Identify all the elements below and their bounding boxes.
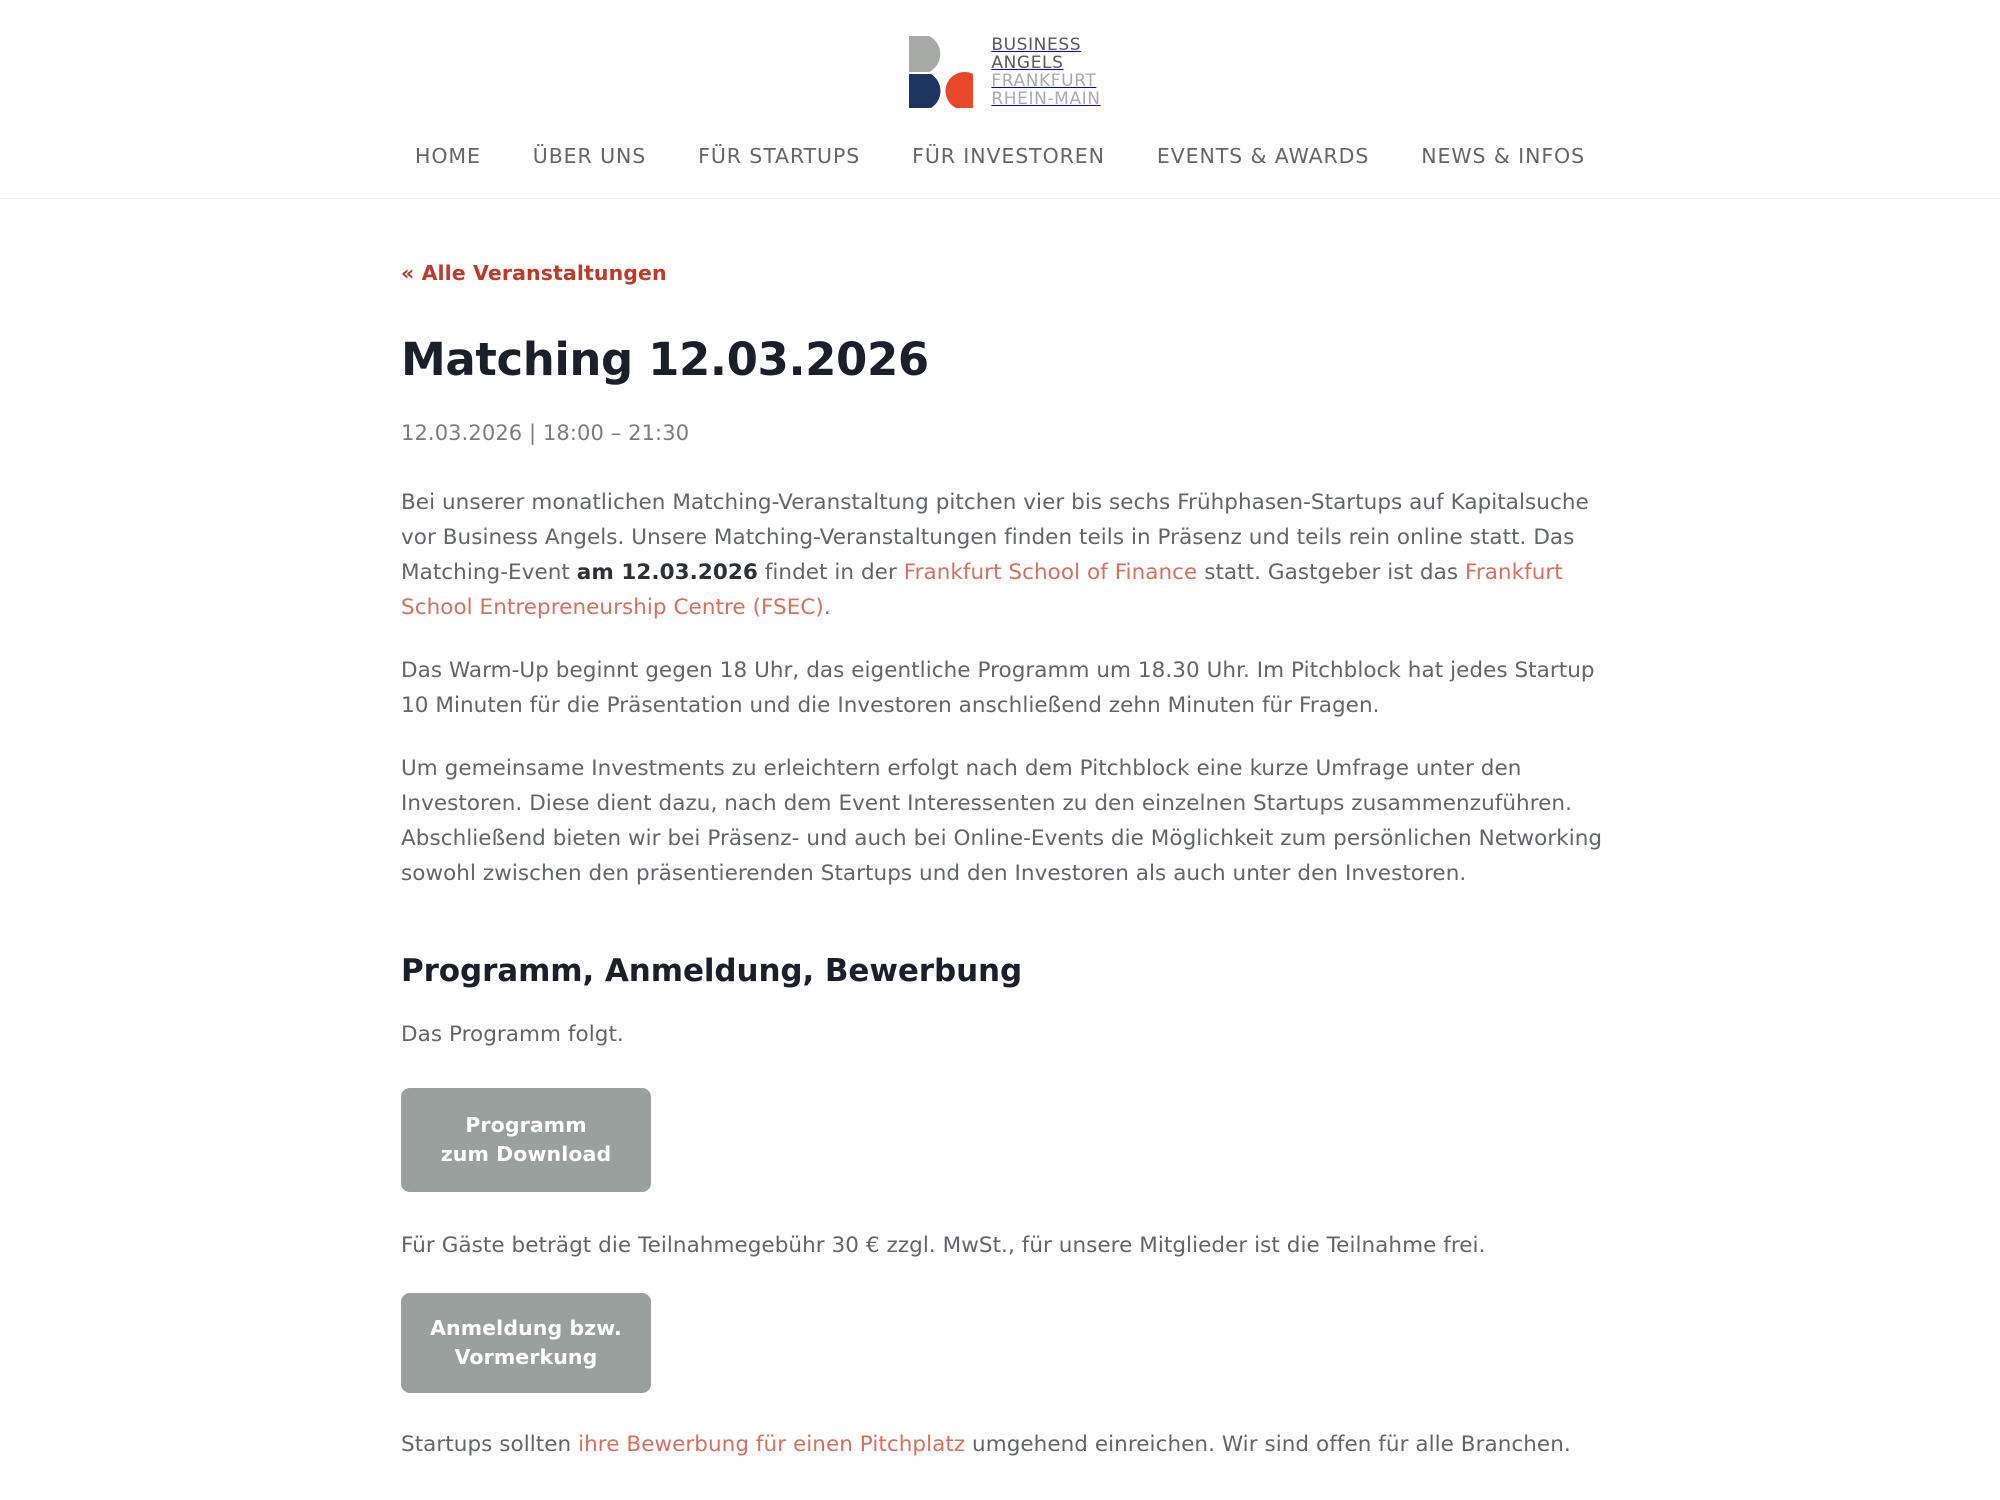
nav-item-ueber-uns[interactable]: ÜBER UNS [532,144,647,168]
program-download-line-1: Programm [465,1112,587,1137]
logo-line-frankfurt: FRANKFURT [991,71,1097,91]
registration-button[interactable] [401,1293,651,1393]
intro-bold-date: am 12.03.2026 [576,559,758,585]
main-navigation [0,118,2000,198]
intro-paragraph [401,485,1623,625]
event-datetime: 12.03.2026 | 18:00 – 21:30 [401,420,690,445]
registration-line-1: Anmeldung bzw. [430,1315,622,1340]
event-article [377,199,1623,1462]
application-text-part-1: Startups sollten [401,1431,579,1457]
program-note: Das Programm folgt. [401,1021,624,1047]
site-logo[interactable] [899,34,1100,110]
content-top-spacer [401,199,1623,261]
nav-item-fuer-investoren[interactable]: FÜR INVESTOREN [912,144,1105,168]
logo-wordmark [991,36,1100,108]
nav-item-home[interactable]: HOME [415,144,481,168]
logo-line-rhein-main: RHEIN-MAIN [991,89,1101,110]
site-header [0,0,2000,199]
frankfurt-school-of-finance-link[interactable]: Frankfurt School of Finance [903,559,1198,585]
nav-item-events-awards[interactable]: EVENTS & AWARDS [1156,144,1370,168]
registration-line-2: Vormerkung [454,1344,598,1369]
intro-text-part-3: statt. Gastgeber ist das [1197,559,1465,585]
pitch-application-link[interactable]: ihre Bewerbung für einen Pitchplatz [578,1431,966,1457]
application-text-part-2: umgehend einreichen. Wir sind offen für alle Branchen. [965,1431,1571,1457]
fsec-link[interactable]: Frankfurt School Entrepreneurship Centre (FSEC) [401,559,1563,620]
intro-text-part-2: findet in der [757,559,904,585]
section-heading-programm: Programm, Anmeldung, Bewerbung [401,952,1023,989]
application-paragraph [401,1427,1623,1462]
back-to-all-events-link[interactable]: « Alle Veranstaltungen [401,261,667,285]
fee-note: Für Gäste beträgt die Teilnahmegebühr 30 € zzgl. MwSt., für unsere Mitglieder ist die Teilnahme frei. [401,1232,1486,1258]
program-download-button[interactable] [401,1088,651,1192]
registration-button-label [430,1314,622,1372]
nav-item-fuer-startups[interactable]: FÜR STARTUPS [698,144,861,168]
schedule-paragraph: Das Warm-Up beginnt gegen 18 Uhr, das eigentliche Programm um 18.30 Uhr. Im Pitchblock hat jedes Startup 10 Minuten für die Präsentation und die Investoren anschließend zehn Minuten für Fragen. [401,657,1595,718]
logo-line-business: BUSINESS [991,34,1082,55]
ba-monogram-icon [899,34,977,110]
logo-area [0,0,2000,118]
nav-item-news-infos[interactable]: NEWS & INFOS [1421,144,1585,168]
intro-text-part-1: Bei unserer monatlichen Matching-Veranstaltung pitchen vier bis sechs Frühphasen-Startups auf Kapitalsuche vor Business Angels. Unsere Matching-Veranstaltungen finden teils in Präsenz und teils rein online statt. Das Matching-Event [401,489,1589,585]
page-title: Matching 12.03.2026 [401,333,929,386]
logo-line-angels: ANGELS [991,52,1064,73]
networking-paragraph: Um gemeinsame Investments zu erleichtern erfolgt nach dem Pitchblock eine kurze Umfrage unter den Investoren. Diese dient dazu, nach dem Event Interessenten zu den einzelnen Startups zusammenzuführen. Abschließend bieten wir bei Präsenz- und auch bei Online-Events die Möglichkeit zum persönlichen Networking sowohl zwischen den präsentierenden Startups und den Investoren als auch unter den Investoren. [401,755,1603,886]
program-download-button-label [441,1111,611,1169]
intro-text-part-4: . [823,594,831,620]
program-download-line-2: zum Download [440,1141,612,1166]
